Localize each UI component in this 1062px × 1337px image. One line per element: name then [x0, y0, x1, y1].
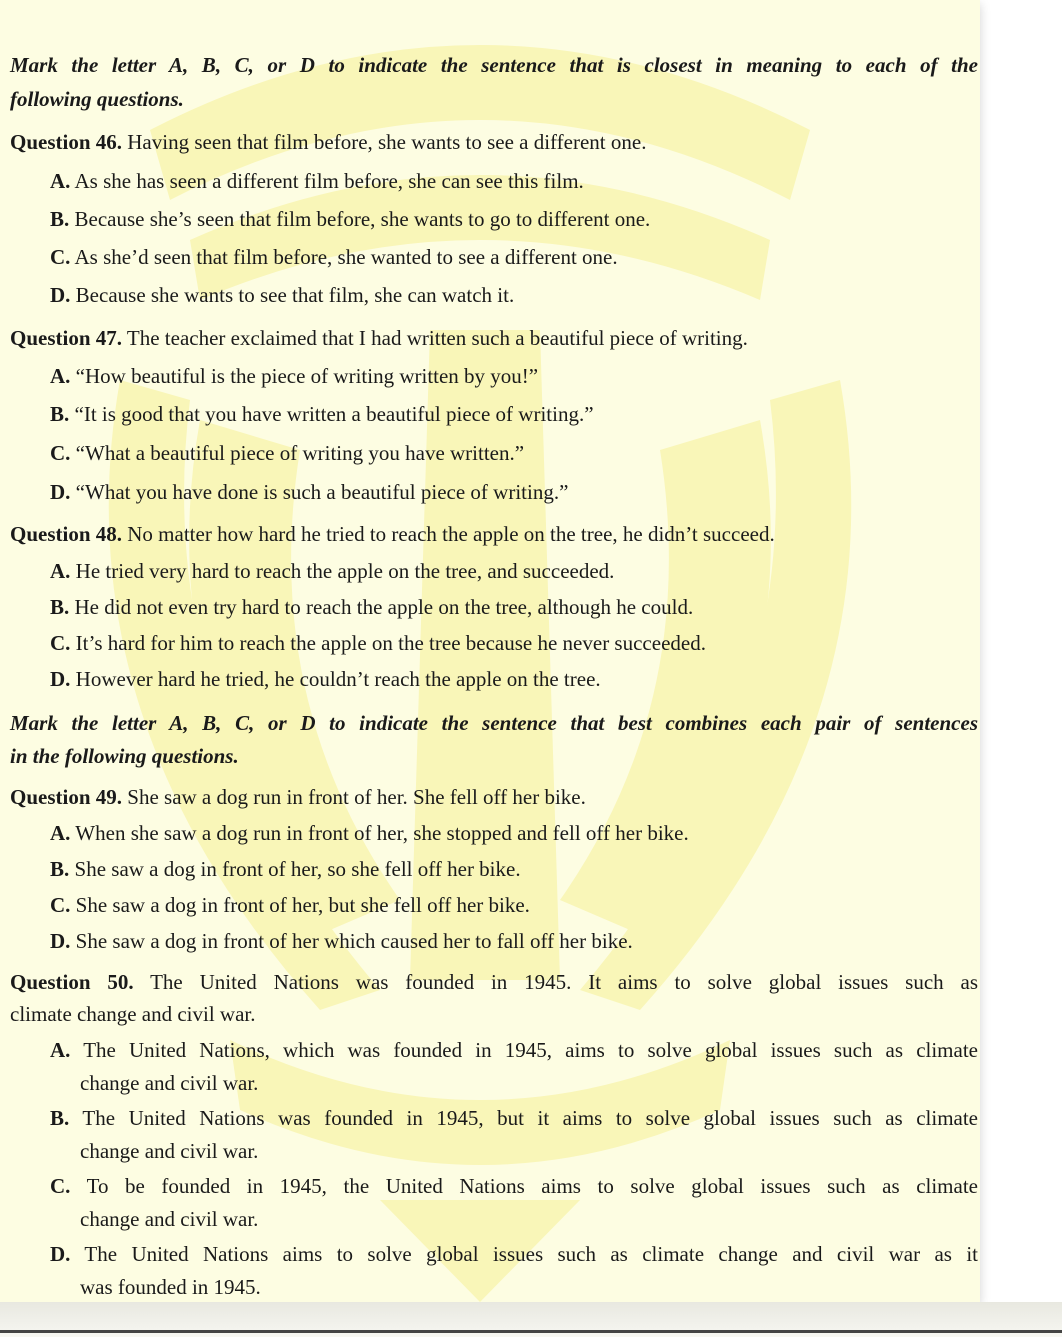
question-50-option-b-line2: change and civil war.: [80, 1139, 259, 1163]
question-50-option-a-line2: change and civil war.: [80, 1071, 259, 1095]
question-number: Question 49.: [10, 785, 123, 809]
section1-instruction-line2: following questions.: [10, 87, 184, 111]
question-48-option-a: [50, 558, 614, 584]
option-text: “What you have done is such a beautiful piece of writing.”: [75, 480, 569, 504]
question-50-option-a: [50, 1037, 978, 1063]
option-text-line1: To be founded in 1945, the United Nations aims to solve global issues such as climate: [86, 1174, 978, 1198]
option-text: When she saw a dog run in front of her, she stopped and fell off her bike.: [75, 821, 689, 845]
question-49-stem: [10, 784, 586, 810]
page-bottom-divider: [0, 1330, 1062, 1333]
question-49-option-c: [50, 892, 530, 918]
question-48-option-c: [50, 630, 706, 656]
question-number: Question 48.: [10, 522, 123, 546]
option-text: It’s hard for him to reach the apple on the tree because he never succeeded.: [75, 631, 706, 655]
question-49-option-b: [50, 856, 521, 882]
option-text: As she’d seen that film before, she wanted to see a different one.: [74, 245, 618, 269]
option-letter: B.: [50, 1106, 70, 1130]
question-50-stem: [10, 969, 978, 995]
question-50-option-d-line2: was founded in 1945.: [80, 1275, 261, 1299]
question-number: Question 46.: [10, 130, 123, 154]
option-letter: A.: [50, 169, 71, 193]
option-letter: C.: [50, 245, 71, 269]
option-letter: D.: [50, 283, 71, 307]
option-letter: B.: [50, 402, 70, 426]
section1-instruction-line1: Mark the letter A, B, C, or D to indicate the sentence that is closest in meaning to each of the: [10, 53, 978, 77]
option-letter: C.: [50, 1174, 71, 1198]
option-letter: C.: [50, 631, 71, 655]
option-text: “It is good that you have written a beautiful piece of writing.”: [74, 402, 594, 426]
question-46-option-b: [50, 206, 650, 232]
option-letter: B.: [50, 857, 70, 881]
option-letter: A.: [50, 559, 71, 583]
option-letter: A.: [50, 1038, 71, 1062]
option-letter: A.: [50, 821, 71, 845]
option-text: Because she’s seen that film before, she wants to go to different one.: [74, 207, 651, 231]
question-48-option-d: [50, 666, 601, 692]
question-49-option-a: [50, 820, 689, 846]
question-46-stem: [10, 129, 646, 155]
option-text: She saw a dog in front of her, so she fell off her bike.: [74, 857, 521, 881]
question-number: Question 50.: [10, 970, 134, 994]
question-47-option-c: [50, 440, 524, 466]
option-letter: B.: [50, 207, 70, 231]
option-text: “How beautiful is the piece of writing written by you!”: [75, 364, 539, 388]
section2-instruction-line2: in the following questions.: [10, 744, 239, 768]
question-47-stem: [10, 325, 748, 351]
question-number: Question 47.: [10, 326, 123, 350]
question-50-stem-line2: climate change and civil war.: [10, 1002, 256, 1026]
question-text: Having seen that film before, she wants to see a different one.: [127, 130, 647, 154]
option-letter: D.: [50, 667, 71, 691]
question-47-option-d: [50, 479, 568, 505]
question-50-option-c: [50, 1173, 978, 1199]
question-50-option-b: [50, 1105, 978, 1131]
option-text: “What a beautiful piece of writing you have written.”: [75, 441, 525, 465]
option-letter: C.: [50, 893, 71, 917]
question-text-line1: The United Nations was founded in 1945. It aims to solve global issues such as: [150, 970, 979, 994]
question-48-option-b: [50, 594, 693, 620]
question-text: No matter how hard he tried to reach the apple on the tree, he didn’t succeed.: [127, 522, 775, 546]
question-50-option-d: [50, 1241, 978, 1267]
option-letter: D.: [50, 929, 71, 953]
question-46-option-d: [50, 282, 514, 308]
option-text: He did not even try hard to reach the apple on the tree, although he could.: [74, 595, 694, 619]
question-text: The teacher exclaimed that I had written such a beautiful piece of writing.: [126, 326, 748, 350]
option-text: However hard he tried, he couldn’t reach the apple on the tree.: [75, 667, 601, 691]
question-text: She saw a dog run in front of her. She fell off her bike.: [127, 785, 586, 809]
option-letter: D.: [50, 1242, 71, 1266]
option-text-line1: The United Nations aims to solve global issues such as climate change and civil war as it: [84, 1242, 979, 1266]
option-text: He tried very hard to reach the apple on the tree, and succeeded.: [75, 559, 615, 583]
option-letter: D.: [50, 480, 71, 504]
option-text: As she has seen a different film before, she can see this film.: [74, 169, 584, 193]
option-letter: A.: [50, 364, 71, 388]
question-49-option-d: [50, 928, 633, 954]
option-text: She saw a dog in front of her which caused her to fall off her bike.: [75, 929, 633, 953]
question-50-option-c-line2: change and civil war.: [80, 1207, 259, 1231]
section2-instruction-line1: Mark the letter A, B, C, or D to indicate the sentence that best combines each pair of sentences: [10, 711, 978, 735]
option-letter: C.: [50, 441, 71, 465]
question-46-option-a: [50, 168, 584, 194]
option-letter: B.: [50, 595, 70, 619]
option-text-line1: The United Nations, which was founded in 1945, aims to solve global issues such as climate: [83, 1038, 978, 1062]
option-text: She saw a dog in front of her, but she fell off her bike.: [75, 893, 530, 917]
question-47-option-a: [50, 363, 538, 389]
question-47-option-b: [50, 401, 594, 427]
question-46-option-c: [50, 244, 618, 270]
option-text: Because she wants to see that film, she can watch it.: [75, 283, 515, 307]
question-48-stem: [10, 521, 775, 547]
option-text-line1: The United Nations was founded in 1945, but it aims to solve global issues such as climate: [82, 1106, 979, 1130]
